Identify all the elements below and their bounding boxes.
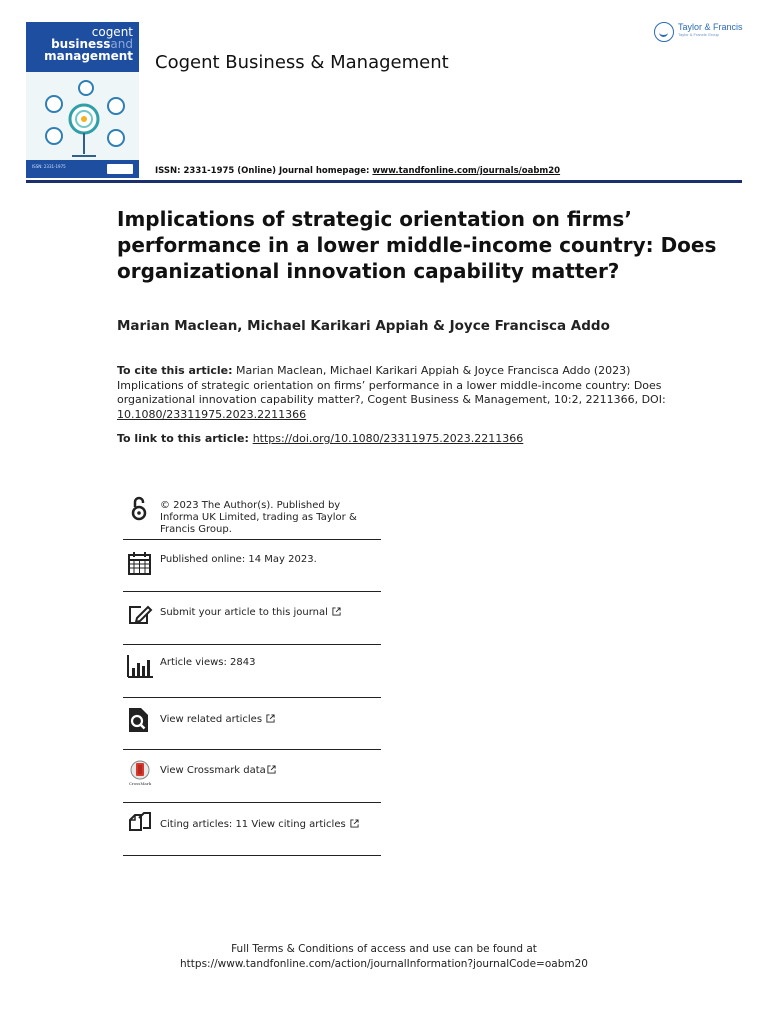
terms-footer-link[interactable]: https://www.tandfonline.com/action/journalInformation?journalCode=oabm20 bbox=[180, 958, 588, 970]
submit-row[interactable] bbox=[123, 592, 381, 645]
publisher-logo-text bbox=[678, 22, 743, 37]
crossmark-icon-label: CrossMark bbox=[128, 781, 152, 786]
related-row[interactable] bbox=[123, 698, 381, 750]
journal-title: Cogent Business & Management bbox=[155, 52, 449, 73]
publisher-name: Taylor & Francis bbox=[678, 22, 743, 32]
publisher-logo[interactable] bbox=[654, 22, 743, 42]
view-related-text: View related articles bbox=[160, 714, 263, 725]
search-document-icon bbox=[127, 707, 153, 733]
article-link-line bbox=[117, 432, 523, 445]
journal-homepage-link[interactable]: www.tandfonline.com/journals/oabm20 bbox=[372, 166, 561, 176]
article-doi-link[interactable]: https://doi.org/10.1080/23311975.2023.2211366 bbox=[252, 432, 524, 445]
cover-title-line3: management bbox=[44, 49, 133, 63]
external-link-icon bbox=[332, 607, 341, 616]
article-authors: Marian Maclean, Michael Karikari Appiah & Joyce Francisca Addo bbox=[117, 318, 610, 334]
terms-footer-line1: Full Terms & Conditions of access and use can be found at bbox=[231, 943, 537, 955]
view-related-articles-link[interactable] bbox=[160, 714, 275, 726]
bar-chart-icon bbox=[127, 653, 153, 679]
citing-icon bbox=[127, 811, 153, 837]
cover-footer-band bbox=[26, 160, 139, 178]
citing-articles-text: Citing articles: 11 View citing articles bbox=[160, 819, 346, 830]
journal-cover-image[interactable] bbox=[26, 22, 139, 178]
published-row bbox=[123, 540, 381, 592]
citation-doi-link[interactable]: 10.1080/23311975.2023.2211366 bbox=[117, 407, 307, 421]
article-info-list bbox=[123, 494, 381, 856]
article-link-label: To link to this article: bbox=[117, 432, 253, 445]
open-access-text: © 2023 The Author(s). Published by Informa UK Limited, trading as Taylor & Francis Group. bbox=[160, 500, 357, 535]
submit-article-link[interactable] bbox=[160, 607, 341, 619]
citation-text: Marian Maclean, Michael Karikari Appiah & Joyce Francisca Addo (2023) Implications of strategic orientation on firms’ performance in a lower middle-income country: Does organizational innovation capability matter?, Cogent Business & Management, 10:2, 2211366, DOI: bbox=[117, 364, 666, 406]
open-access-row bbox=[123, 494, 381, 540]
citation-label: To cite this article: bbox=[117, 364, 233, 377]
cover-title-line1: cogent bbox=[91, 25, 133, 39]
article-title: Implications of strategic orientation on firms’ performance in a lower middle-income country: Does organizational innovation capability matter? bbox=[117, 207, 717, 283]
external-link-icon bbox=[350, 819, 359, 828]
publisher-group: Taylor & Francis Group bbox=[678, 32, 719, 37]
cover-title-band bbox=[26, 22, 139, 72]
citation-block bbox=[117, 364, 677, 422]
external-link-icon bbox=[266, 714, 275, 723]
citing-articles-link[interactable] bbox=[160, 819, 359, 831]
crossmark-text: View Crossmark data bbox=[160, 765, 266, 776]
crossmark-icon bbox=[127, 760, 153, 786]
edit-icon bbox=[127, 603, 153, 629]
taylor-francis-logo-icon bbox=[654, 22, 674, 42]
terms-footer bbox=[0, 942, 768, 972]
citing-row[interactable] bbox=[123, 803, 381, 856]
cover-publisher-mark bbox=[107, 164, 133, 174]
crossmark-row[interactable] bbox=[123, 750, 381, 803]
issn-homepage-line bbox=[155, 166, 560, 176]
issn-text: ISSN: 2331-1975 (Online) Journal homepage: bbox=[155, 166, 373, 176]
published-date: Published online: 14 May 2023. bbox=[160, 554, 317, 565]
submit-article-text: Submit your article to this journal bbox=[160, 607, 328, 618]
open-access-icon bbox=[127, 496, 153, 522]
view-crossmark-link[interactable] bbox=[160, 765, 276, 777]
external-link-icon bbox=[267, 765, 276, 774]
cover-illustration bbox=[26, 74, 139, 160]
views-row bbox=[123, 645, 381, 698]
calendar-icon bbox=[127, 550, 153, 576]
cover-title-line2: businessand bbox=[51, 37, 133, 51]
article-views: Article views: 2843 bbox=[160, 657, 256, 668]
header-divider bbox=[26, 180, 742, 183]
cover-issn: ISSN: 2331-1975 bbox=[32, 164, 66, 169]
